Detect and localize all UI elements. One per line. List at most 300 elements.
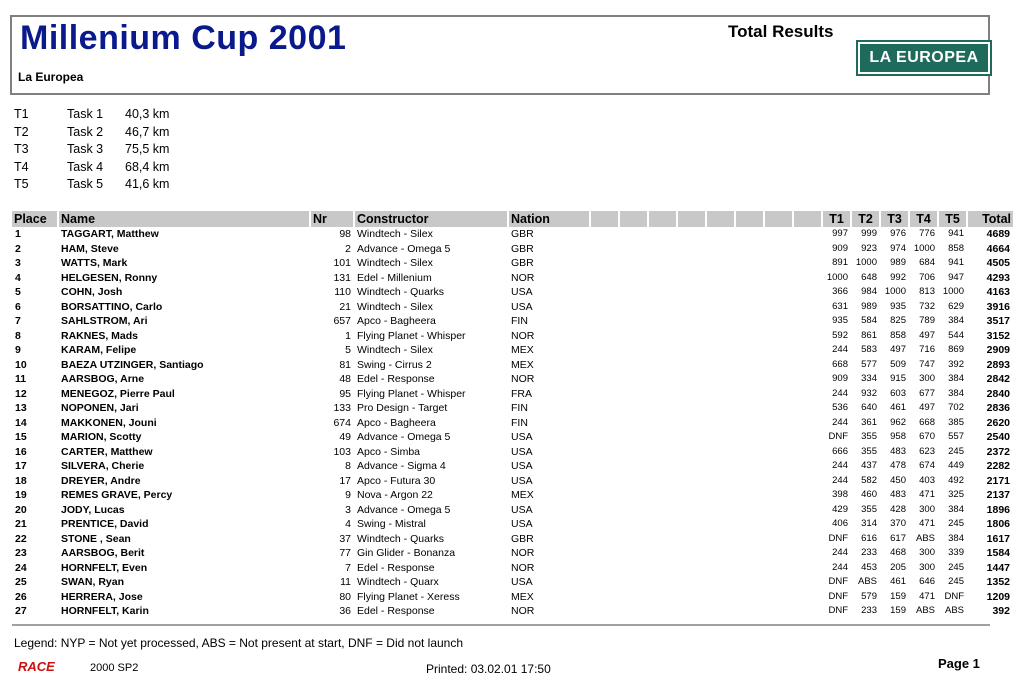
cell-spacer	[735, 561, 764, 576]
cell-t5: 384	[948, 315, 964, 327]
cell-nr: 5	[345, 344, 351, 357]
cell-spacer	[764, 314, 793, 329]
cell-spacer	[735, 604, 764, 619]
cell-spacer	[764, 561, 793, 576]
cell-spacer	[706, 314, 735, 329]
cell-t1: 909	[832, 242, 848, 254]
cell-name: KARAM, Felipe	[61, 344, 137, 357]
cell-spacer	[706, 517, 735, 532]
cell-nation: USA	[511, 286, 533, 299]
cell-place: 25	[15, 576, 27, 589]
cell-name: MAKKONEN, Jouni	[61, 416, 157, 429]
cell-spacer	[793, 401, 822, 416]
cell-t1: 935	[832, 315, 848, 327]
cell-nr: 9	[345, 489, 351, 502]
cell-name: HORNFELT, Karin	[61, 605, 149, 618]
cell-spacer	[793, 285, 822, 300]
cell-spacer	[590, 227, 619, 242]
software-version: 2000 SP2	[90, 662, 139, 674]
cell-constructor: Windtech - Silex	[357, 344, 433, 357]
cell-name: SAHLSTROM, Ari	[61, 315, 148, 328]
cell-t4: 670	[919, 431, 935, 443]
cell-total: 1447	[986, 561, 1010, 574]
cell-spacer	[793, 343, 822, 358]
cell-t1: 244	[832, 387, 848, 399]
cell-spacer	[793, 532, 822, 547]
cell-spacer	[677, 300, 706, 315]
cell-t1: DNF	[828, 576, 848, 588]
cell-spacer	[793, 445, 822, 460]
cell-spacer	[648, 561, 677, 576]
task-code: T5	[14, 177, 29, 191]
cell-spacer	[619, 242, 648, 257]
cell-spacer	[648, 256, 677, 271]
cell-spacer	[793, 372, 822, 387]
cell-spacer	[648, 488, 677, 503]
cell-total: 1209	[986, 590, 1010, 603]
table-row	[12, 343, 1013, 358]
cell-spacer	[735, 546, 764, 561]
cell-place: 24	[15, 561, 27, 574]
cell-spacer	[619, 546, 648, 561]
cell-name: CARTER, Matthew	[61, 445, 153, 458]
col-header-total: Total	[967, 211, 1013, 227]
cell-t3: 974	[890, 242, 906, 254]
cell-spacer	[677, 314, 706, 329]
cell-constructor: Windtech - Silex	[357, 228, 433, 241]
cell-spacer	[706, 445, 735, 460]
cell-t1: 244	[832, 561, 848, 573]
col-header-spacer	[590, 211, 619, 227]
cell-spacer	[677, 532, 706, 547]
cell-constructor: Advance - Omega 5	[357, 503, 451, 516]
cell-total: 4293	[986, 271, 1010, 284]
cell-name: DREYER, Andre	[61, 474, 141, 487]
col-header-spacer	[793, 211, 822, 227]
task-row	[14, 177, 214, 195]
cell-t2: 582	[861, 474, 877, 486]
cell-constructor: Flying Planet - Xeress	[357, 590, 460, 603]
cell-spacer	[677, 604, 706, 619]
page-title: Millenium Cup 2001	[20, 19, 347, 57]
cell-nation: USA	[511, 300, 533, 313]
cell-spacer	[793, 546, 822, 561]
cell-t4: 623	[919, 445, 935, 457]
cell-total: 1352	[986, 576, 1010, 589]
cell-spacer	[590, 575, 619, 590]
cell-t4: 668	[919, 416, 935, 428]
cell-spacer	[648, 430, 677, 445]
cell-nation: USA	[511, 474, 533, 487]
task-code: T2	[14, 124, 29, 139]
cell-t2: 1000	[855, 257, 877, 269]
cell-t2: 923	[861, 242, 877, 254]
subtitle: La Europea	[18, 70, 84, 84]
cell-spacer	[706, 459, 735, 474]
table-row	[12, 590, 1013, 605]
cell-spacer	[590, 343, 619, 358]
cell-spacer	[735, 532, 764, 547]
cell-spacer	[706, 430, 735, 445]
cell-t5: 869	[948, 344, 964, 356]
cell-spacer	[590, 488, 619, 503]
cell-t3: 989	[890, 257, 906, 269]
table-row	[12, 546, 1013, 561]
cell-total: 2171	[986, 474, 1010, 487]
cell-t5: ABS	[944, 605, 964, 617]
cell-spacer	[735, 358, 764, 373]
cell-constructor: Flying Planet - Whisper	[357, 387, 466, 400]
cell-total: 4163	[986, 286, 1010, 299]
cell-spacer	[590, 314, 619, 329]
cell-spacer	[735, 503, 764, 518]
cell-spacer	[619, 271, 648, 286]
cell-spacer	[677, 271, 706, 286]
cell-total: 3916	[986, 300, 1010, 313]
cell-spacer	[706, 285, 735, 300]
cell-constructor: Swing - Mistral	[357, 518, 426, 531]
cell-nation: NOR	[511, 547, 535, 560]
cell-spacer	[590, 503, 619, 518]
cell-t5: 245	[948, 576, 964, 588]
col-header-name: Name	[58, 211, 310, 227]
cell-spacer	[764, 445, 793, 460]
table-row	[12, 517, 1013, 532]
cell-spacer	[706, 532, 735, 547]
cell-spacer	[648, 242, 677, 257]
cell-t1: 631	[832, 300, 848, 312]
cell-total: 2909	[986, 344, 1010, 357]
cell-nation: FIN	[511, 315, 528, 328]
cell-constructor: Apco - Futura 30	[357, 474, 436, 487]
cell-nation: USA	[511, 518, 533, 531]
cell-spacer	[677, 590, 706, 605]
cell-spacer	[706, 416, 735, 431]
cell-t5: 557	[948, 431, 964, 443]
cell-name: AARSBOG, Arne	[61, 373, 145, 386]
table-row	[12, 372, 1013, 387]
cell-name: SILVERA, Cherie	[61, 460, 145, 473]
cell-spacer	[793, 575, 822, 590]
cell-spacer	[648, 343, 677, 358]
cell-spacer	[764, 488, 793, 503]
cell-spacer	[764, 430, 793, 445]
race-logo: RACE	[18, 659, 55, 674]
cell-spacer	[677, 517, 706, 532]
cell-t3: 617	[890, 532, 906, 544]
task-code: T1	[14, 107, 29, 121]
cell-spacer	[735, 372, 764, 387]
cell-nation: USA	[511, 431, 533, 444]
cell-place: 5	[15, 286, 21, 299]
cell-spacer	[590, 532, 619, 547]
cell-spacer	[706, 590, 735, 605]
cell-total: 1617	[986, 532, 1010, 545]
cell-spacer	[619, 314, 648, 329]
cell-spacer	[793, 488, 822, 503]
cell-t4: 403	[919, 474, 935, 486]
cell-name: MARION, Scotty	[61, 431, 142, 444]
cell-constructor: Advance - Omega 5	[357, 431, 451, 444]
cell-t2: 999	[861, 228, 877, 240]
table-row	[12, 488, 1013, 503]
table-row	[12, 300, 1013, 315]
cell-place: 19	[15, 489, 27, 502]
cell-total: 2540	[986, 431, 1010, 444]
cell-spacer	[648, 227, 677, 242]
cell-spacer	[706, 503, 735, 518]
cell-spacer	[677, 401, 706, 416]
cell-nation: NOR	[511, 605, 535, 618]
cell-constructor: Swing - Cirrus 2	[357, 358, 432, 371]
cell-spacer	[764, 590, 793, 605]
cell-constructor: Nova - Argon 22	[357, 489, 433, 502]
cell-spacer	[590, 256, 619, 271]
cell-place: 14	[15, 416, 27, 429]
task-dist: 68,4 km	[125, 159, 170, 174]
cell-spacer	[648, 604, 677, 619]
cell-t1: 398	[832, 489, 848, 501]
cell-spacer	[793, 604, 822, 619]
cell-spacer	[677, 256, 706, 271]
cell-t4: 1000	[913, 242, 935, 254]
cell-spacer	[648, 271, 677, 286]
cell-name: BORSATTINO, Carlo	[61, 300, 163, 313]
cell-spacer	[619, 343, 648, 358]
cell-spacer	[619, 285, 648, 300]
cell-spacer	[677, 358, 706, 373]
cell-spacer	[764, 227, 793, 242]
cell-spacer	[648, 401, 677, 416]
task-row	[14, 142, 214, 160]
cell-spacer	[735, 285, 764, 300]
col-header-nr: Nr	[310, 211, 354, 227]
cell-total: 2372	[986, 445, 1010, 458]
cell-spacer	[619, 445, 648, 460]
cell-spacer	[590, 300, 619, 315]
cell-spacer	[764, 401, 793, 416]
table-bottom-rule	[12, 624, 990, 626]
cell-spacer	[619, 372, 648, 387]
cell-spacer	[619, 488, 648, 503]
cell-constructor: Flying Planet - Whisper	[357, 329, 466, 342]
cell-spacer	[706, 256, 735, 271]
cell-t4: 471	[919, 590, 935, 602]
cell-spacer	[619, 575, 648, 590]
cell-t2: 355	[861, 431, 877, 443]
cell-spacer	[793, 474, 822, 489]
cell-name: JODY, Lucas	[61, 503, 125, 516]
cell-total: 2836	[986, 402, 1010, 415]
cell-name: SWAN, Ryan	[61, 576, 125, 589]
cell-place: 7	[15, 315, 21, 328]
cell-spacer	[764, 358, 793, 373]
cell-spacer	[793, 561, 822, 576]
cell-spacer	[590, 329, 619, 344]
cell-spacer	[590, 401, 619, 416]
cell-nr: 133	[333, 402, 351, 415]
legend: Legend: NYP = Not yet processed, ABS = Not present at start, DNF = Did not launch	[14, 636, 464, 650]
cell-t3: 497	[890, 344, 906, 356]
task-code: T4	[14, 159, 29, 174]
cell-spacer	[764, 329, 793, 344]
cell-t5: 947	[948, 271, 964, 283]
cell-spacer	[735, 329, 764, 344]
cell-spacer	[735, 227, 764, 242]
cell-t3: 159	[890, 590, 906, 602]
cell-t3: 962	[890, 416, 906, 428]
cell-total: 4664	[986, 242, 1010, 255]
cell-spacer	[619, 561, 648, 576]
cell-t2: 932	[861, 387, 877, 399]
cell-spacer	[793, 387, 822, 402]
cell-nr: 21	[339, 300, 351, 313]
cell-total: 2620	[986, 416, 1010, 429]
cell-spacer	[793, 256, 822, 271]
cell-nation: NOR	[511, 329, 535, 342]
cell-nr: 81	[339, 358, 351, 371]
cell-spacer	[706, 227, 735, 242]
cell-spacer	[764, 372, 793, 387]
cell-t4: 300	[919, 547, 935, 559]
cell-name: HERRERA, Jose	[61, 590, 143, 603]
cell-spacer	[735, 256, 764, 271]
cell-spacer	[735, 430, 764, 445]
cell-place: 22	[15, 532, 27, 545]
cell-t3: 509	[890, 358, 906, 370]
cell-total: 2842	[986, 373, 1010, 386]
cell-t3: 915	[890, 373, 906, 385]
cell-t4: 300	[919, 503, 935, 515]
cell-spacer	[648, 358, 677, 373]
cell-nr: 674	[333, 416, 351, 429]
cell-spacer	[793, 314, 822, 329]
cell-t3: 858	[890, 329, 906, 341]
cell-t1: 891	[832, 257, 848, 269]
cell-t4: 300	[919, 561, 935, 573]
table-row	[12, 285, 1013, 300]
results-heading: Total Results	[728, 22, 834, 41]
cell-spacer	[764, 532, 793, 547]
cell-spacer	[677, 416, 706, 431]
cell-spacer	[735, 242, 764, 257]
results-body	[12, 227, 1013, 619]
cell-spacer	[648, 285, 677, 300]
cell-spacer	[793, 242, 822, 257]
cell-spacer	[735, 416, 764, 431]
cell-spacer	[619, 459, 648, 474]
cell-spacer	[706, 561, 735, 576]
cell-t2: 233	[861, 605, 877, 617]
cell-nation: FIN	[511, 416, 528, 429]
cell-t2: 334	[861, 373, 877, 385]
cell-spacer	[590, 271, 619, 286]
cell-spacer	[648, 575, 677, 590]
cell-spacer	[706, 387, 735, 402]
cell-constructor: Edel - Millenium	[357, 271, 432, 284]
cell-spacer	[706, 546, 735, 561]
col-header-place: Place	[12, 211, 58, 227]
cell-spacer	[677, 242, 706, 257]
cell-spacer	[706, 372, 735, 387]
task-list	[14, 107, 214, 195]
cell-place: 6	[15, 300, 21, 313]
cell-t4: 677	[919, 387, 935, 399]
table-row	[12, 256, 1013, 271]
cell-t5: 385	[948, 416, 964, 428]
cell-t1: 366	[832, 286, 848, 298]
cell-name: BAEZA UTZINGER, Santiago	[61, 358, 204, 371]
cell-spacer	[764, 546, 793, 561]
col-header-t4: T4	[909, 211, 938, 227]
cell-t1: 429	[832, 503, 848, 515]
cell-t1: 909	[832, 373, 848, 385]
cell-spacer	[793, 430, 822, 445]
cell-t5: 492	[948, 474, 964, 486]
cell-spacer	[706, 300, 735, 315]
cell-t5: 858	[948, 242, 964, 254]
cell-nation: USA	[511, 503, 533, 516]
cell-nr: 80	[339, 590, 351, 603]
cell-spacer	[793, 517, 822, 532]
cell-t3: 992	[890, 271, 906, 283]
cell-t3: 478	[890, 460, 906, 472]
table-row	[12, 314, 1013, 329]
cell-spacer	[677, 372, 706, 387]
cell-nation: MEX	[511, 590, 534, 603]
cell-total: 1584	[986, 547, 1010, 560]
cell-t5: 384	[948, 373, 964, 385]
cell-t1: 1000	[826, 271, 848, 283]
cell-spacer	[619, 430, 648, 445]
cell-place: 23	[15, 547, 27, 560]
cell-spacer	[793, 590, 822, 605]
cell-name: HAM, Steve	[61, 242, 119, 255]
sponsor-logo-text: LA EUROPEA	[869, 49, 979, 66]
cell-spacer	[735, 314, 764, 329]
results-table	[12, 211, 1013, 619]
cell-constructor: Windtech - Quarks	[357, 286, 444, 299]
cell-t2: 314	[861, 518, 877, 530]
task-row	[14, 107, 214, 125]
cell-t2: 861	[861, 329, 877, 341]
cell-place: 18	[15, 474, 27, 487]
cell-spacer	[677, 329, 706, 344]
cell-t1: DNF	[828, 590, 848, 602]
cell-place: 1	[15, 228, 21, 241]
cell-name: TAGGART, Matthew	[61, 228, 159, 241]
cell-t4: ABS	[915, 605, 935, 617]
cell-spacer	[619, 227, 648, 242]
cell-spacer	[648, 546, 677, 561]
cell-t3: 483	[890, 489, 906, 501]
cell-t3: 428	[890, 503, 906, 515]
cell-constructor: Edel - Response	[357, 373, 435, 386]
cell-t3: 370	[890, 518, 906, 530]
cell-spacer	[764, 300, 793, 315]
cell-t2: 989	[861, 300, 877, 312]
cell-spacer	[619, 387, 648, 402]
cell-spacer	[764, 575, 793, 590]
cell-spacer	[793, 300, 822, 315]
cell-constructor: Edel - Response	[357, 561, 435, 574]
cell-spacer	[735, 575, 764, 590]
cell-place: 10	[15, 358, 27, 371]
cell-spacer	[764, 503, 793, 518]
cell-t5: 245	[948, 518, 964, 530]
table-row	[12, 387, 1013, 402]
col-header-spacer	[619, 211, 648, 227]
